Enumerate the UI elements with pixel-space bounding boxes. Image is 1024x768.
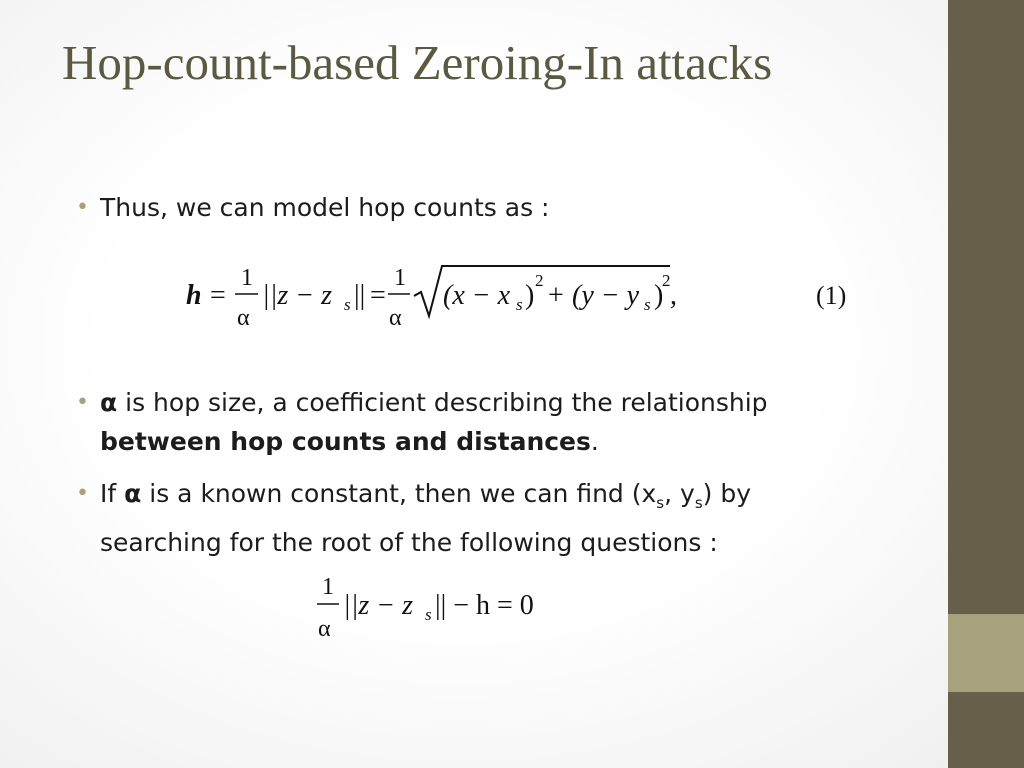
eq1-rad-a: (x − x [443,280,511,311]
alpha-symbol: α [124,479,142,508]
bullet-1 [76,188,866,227]
eq1-lhs: h [186,280,202,311]
eq1-number: (1) [816,281,847,310]
bullet-3-sub-1: s [656,494,665,512]
eq1-rad-b-sub: s [644,295,651,314]
bullet-3-text [100,474,866,562]
eq1-rad-a-sub: s [516,295,523,314]
eq1-comma: , [670,280,677,311]
eq2-norm-end: || − h = 0 [435,590,534,621]
slide-title: Hop-count-based Zeroing-In attacks [62,35,773,90]
eq1-equals-2: = [370,280,386,311]
bullet-dot-icon: • [76,481,89,506]
bullet-2-text-b: . [590,427,599,456]
eq1-frac-den: α [237,305,250,331]
bullet-3-mid: , y [664,479,695,508]
bullet-3-sub-2: s [694,494,703,512]
eq2-frac-num: 1 [322,574,334,600]
eq1-frac-num: 1 [241,265,253,291]
eq1-sq2: 2 [662,271,671,290]
bullet-dot-icon: • [76,195,89,220]
eq1-rad-b: (y − y [572,280,640,311]
bullet-2-text-a: is hop size, a coefficient describing the relationship [117,388,768,417]
eq2-frac-den: α [318,616,331,642]
eq1-frac2-num: 1 [394,265,406,291]
bullet-2 [76,383,866,461]
bullet-3-text-a: is a known constant, then we can find (x [141,479,657,508]
eq1-rad-b-end: ) [654,280,664,311]
bullet-3-text-b: ) by searching for the root of the following questions : [100,479,752,557]
eq1-sq: 2 [535,271,544,290]
bullet-dot-icon: • [76,390,89,415]
eq1-plus: + [548,280,564,311]
eq1-equals: = [210,280,226,311]
bullet-2-text [100,383,866,461]
eq1-rad-a-end: ) [525,280,535,311]
equation-1 [180,252,870,342]
alpha-symbol: α [100,388,118,417]
bullet-3 [76,474,866,562]
bullet-3-prefix: If [100,479,125,508]
eq2-norm-sub: s [425,605,432,624]
eq2-norm: ||z − z [343,590,414,621]
equation-2 [312,566,592,654]
eq1-norm-end: || [354,280,366,311]
bullet-2-bold: between hop counts and distances [100,427,591,456]
eq1-norm: ||z − z [262,280,333,311]
eq1-frac2-den: α [389,305,402,331]
bullet-1-text: Thus, we can model hop counts as : [100,193,550,222]
eq1-norm-sub: s [344,295,351,314]
sidebar-accent-block [948,614,1024,692]
